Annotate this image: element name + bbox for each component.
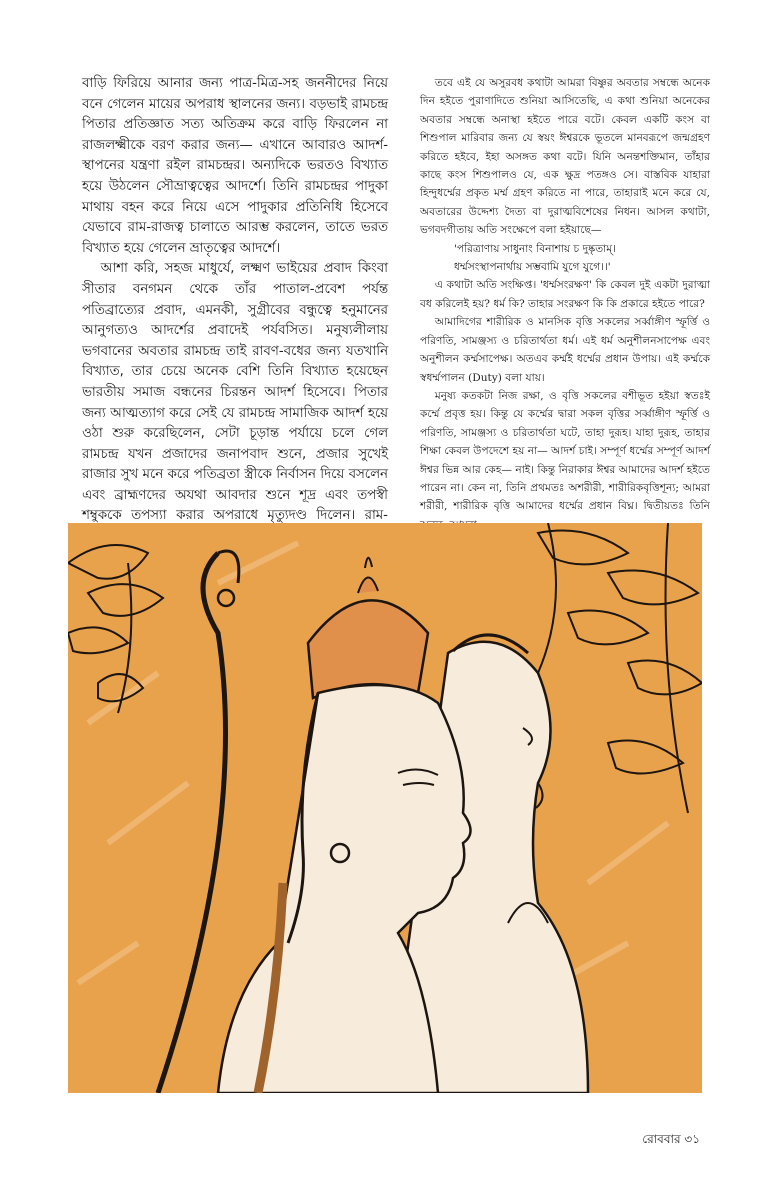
quoted-paragraph: মনুষ্য কতকটা নিজ রক্ষা, ও বৃত্তি সকলের বশীভূত হইয়া স্বতঃই কর্ম্মে প্রবৃত্ত হয়। কিন্তু যে কর্ম্মের দ্বারা সকল বৃত্তির সর্ব্বাঙ্গীণ স্ফূর্ত্তি ও পরিণতি, সামঞ্জস্য ও চরিতার্থতা ঘটে, তাহা দুরূহ। যাহা দুরূহ, তাহার শিক্ষা কেবল উপদেশে হয় না— আদর্শ চাই। সম্পূর্ণ ধর্ম্মের সম্পূর্ণ আদর্শ ঈশ্বর ভিন্ন আর কেহ— নাই। কিন্তু নিরাকার ঈশ্বর আমাদের আদর্শ হইতে পারেন না। কেন না, তিনি প্রথমতঃ অশরীরী, শারীরিকবৃত্তিশূন্য; আমরা শরীরী, শারীরিক বৃত্তি আমাদের ধর্ম্মের প্রধান বিঘ্ন। দ্বিতীয়তঃ তিনি [420,389,710,513]
rama-sita-illustration [68,523,702,1093]
quoted-paragraph: আমাদিগের শারীরিক ও মানসিক বৃত্তি সকলের সর্ব্বাঙ্গীণ স্ফূর্ত্তি ও পরিণতি, সামঞ্জস্য ও চরিতার্থতা ধর্ম। এই ধর্ম অনুশীলনসাপেক্ষ এবং অনুশীলন কর্ম্মসাপেক্ষ। অতএব কর্ম্মই ধর্ম্মের প্রধান উপায়। এই কর্ম্মকে স্বধর্ম্মপালন (Duty) বলা যায়। [420,316,710,384]
article-paragraph: আশা করি, সহজ মাধুর্যে, লক্ষ্মণ ভাইয়ের প্রবাদ কিংবা সীতার বনগমন থেকে তাঁর পাতাল-প্রবেশ পর্যন্ত পতিব্রাত্যের প্রবাদ, এমনকী, সুগ্রীবের বন্ধুত্বে হনুমানের আনুগত্যও আদর্শের প্রবাদেই পর্যবসিত। মনুষ্যলীলায় ভগবানের অবতার রামচন্দ্র তাই রাবণ-বধের জন্য যতখানি বিখ্যাত, তার চেয়ে অনেক বেশি তিনি বিখ্যাত হয়েছেন ভারতীয় সমাজ বন্ধনের চিরন্তন আদর্শ হিসেবে। পিতার জন্য আত্মত্যাগ করে সেই যে রামচন্দ্র সামাজিক আদর্শ হয়ে ওঠা শুরু করেছিলেন, সেটা চূড়ান্ত পর্যায়ে চলে গেল রামচন্দ্র যখন প্রজাদের জনাপবাদ শুনে, প্রজার সুখেই রাজার সুখ মনে করে পতিব্রতা স্ত্রীকে নির্বাসন দিয়ে বসলেন এবং ব্রাহ্মণদের অযথা আবদার শুনে শূদ্র এবং তপস্বী শম্বুককে তপস্যা করার অপরাধে মৃত্যুদণ্ড দিলেন। রাম- [82,261,388,524]
quoted-paragraph: তবে এই যে অসুরবধ কথাটা আমরা বিষ্ণুর অবতার সম্বন্ধে অনেক দিন হইতে পুরাণাদিতে শুনিয়া আসিতেছি, এ কথা শুনিয়া অনেকের অবতার সম্বন্ধে অনাস্থা হইতে পারে বটে। কেবল একটি কংস বা শিশুপাল মারিবার জন্য যে স্বয়ং ঈশ্বরকে ভূতলে মানবরূপে জন্মগ্রহণ করিতে হইবে, ইহা অসঙ্গত কথা বটে। যিনি অনন্তশক্তিমান, তাঁহার কাছে কংস শিশুপালও যে, এক ক্ষুদ্র পতঙ্গও সে। বাস্তবিক যাহারা হিন্দুধর্ম্মের প্রকৃত মর্ম্ম গ্রহণ করিতে না পারে, তাহারাই মনে করে যে, অবতারের উদ্দেশ্য দৈত্য বা দুরাত্মবিশেষের নিধন। আসল কথাটা, ভগবদগীতায় অতি সংক্ষেপে বলা হইয়াছে— [420,77,710,237]
article-right-column [420,74,710,534]
sanskrit-verse-line: ধর্ম্মসংস্থাপনার্থায় সম্ভবামি যুগে যুগে।।' [454,261,611,274]
quoted-paragraph: এ কথাটা অতি সংক্ষিপ্ত। 'ধর্ম্মসংরক্ষণ' কি কেবল দুই একটা দুরাত্মা বধ করিলেই হয়? ধর্ম কি? তাহার সংরক্ষণ কি কি প্রকারে হইতে পারে? [420,279,710,310]
article-paragraph: বাড়ি ফিরিয়ে আনার জন্য পাত্র-মিত্র-সহ জননীদের নিয়ে বনে গেলেন মায়ের অপরাধ স্থালনের জন্য। বড়ভাই রামচন্দ্র পিতার প্রতিজ্ঞাত সত্য অতিক্রম করে বাড়ি ফিরলেন না রাজলক্ষ্মীকে বরণ করার জন্য— এখানে আবারও আদর্শ-স্থাপনের যন্ত্রণা রইল রামচন্দ্রর। অন্যদিকে ভরতও বিখ্যাত হয়ে উঠলেন সৌভ্রাত্বত্বের আদর্শে। তিনি রামচন্দ্রর পাদুকা মাথায় বহন করে নিয়ে এসে পাদুকার প্রতিনিধি হিসেবে যেভাবে রাম-রাজত্ব চালাতে আরম্ভ করলেন, তাতে ভরত বিখ্যাত হয়ে গেলেন ভ্রাতৃত্বের আদর্শে। [82,76,388,256]
sanskrit-verse-line: 'পরিত্রাণায় সাধুনাং বিনাশায় চ দুষ্কৃতাম্। [454,242,616,255]
page-footer: রোববার ৩১ [642,1132,700,1146]
